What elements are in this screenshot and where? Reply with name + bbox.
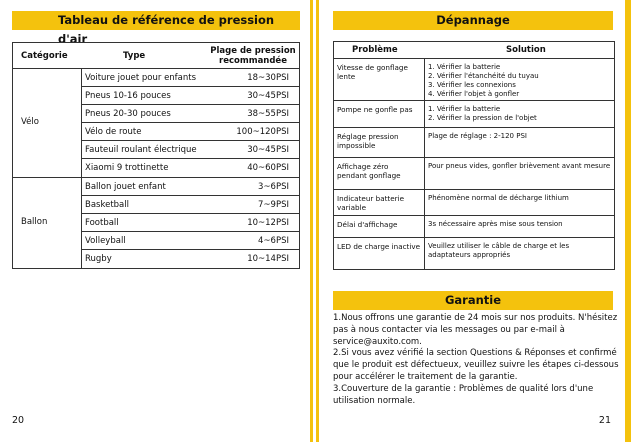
pressure-table-banner: Tableau de référence de pression d'air bbox=[12, 11, 300, 30]
solution-cell bbox=[425, 216, 614, 237]
solution-line: 2. Vérifier l'étanchéité du tuyau bbox=[428, 72, 539, 80]
pressure-row bbox=[82, 196, 299, 214]
header-type: Type bbox=[123, 51, 146, 61]
solution-line: adaptateurs appropriés bbox=[428, 251, 511, 259]
guarantee-line: pour accélérer le traitement de la garantie. bbox=[333, 371, 518, 382]
pressure-range: 40~60PSI bbox=[247, 163, 289, 173]
guarantee-banner: Garantie bbox=[333, 291, 613, 310]
troubleshooting-row bbox=[334, 238, 614, 269]
header-solution: Solution bbox=[506, 45, 546, 55]
solution-line: 4. Vérifier l'objet à gonfler bbox=[428, 90, 520, 98]
pressure-row bbox=[82, 159, 299, 177]
pressure-type: Pneus 20-30 pouces bbox=[85, 109, 171, 119]
solution-line: 2. Vérifier la pression de l'objet bbox=[428, 114, 537, 122]
solution-line: Plage de réglage : 2-120 PSI bbox=[428, 132, 527, 140]
guarantee-item bbox=[333, 348, 629, 383]
solution-cell bbox=[425, 59, 614, 100]
pressure-range: 30~45PSI bbox=[247, 145, 289, 155]
troubleshooting-row bbox=[334, 59, 614, 101]
troubleshooting-header bbox=[334, 42, 614, 59]
pressure-groups bbox=[13, 69, 299, 268]
troubleshooting-rows bbox=[334, 59, 614, 269]
problem-line: lente bbox=[337, 72, 356, 81]
guarantee-line: pas à nous contacter via les messages ou par e-mail à bbox=[333, 324, 565, 335]
problem-line: LED de charge inactive bbox=[337, 242, 421, 251]
guarantee-line: 2.Si vous avez vérifié la section Questions & Réponses et confirmé bbox=[333, 348, 617, 359]
pressure-range: 100~120PSI bbox=[236, 127, 289, 137]
troubleshooting-table bbox=[333, 41, 615, 270]
solution-line: Veuillez utiliser le câble de charge et les bbox=[428, 242, 570, 250]
pressure-range: 10~14PSI bbox=[247, 254, 289, 264]
solution-line: 3. Vérifier les connexions bbox=[428, 81, 516, 89]
pressure-range: 10~12PSI bbox=[247, 218, 289, 228]
guarantee-line: utilisation normale. bbox=[333, 395, 416, 406]
problem-cell bbox=[334, 59, 425, 100]
pressure-range: 30~45PSI bbox=[247, 91, 289, 101]
pressure-group bbox=[13, 69, 299, 178]
problem-line: Vitesse de gonflage bbox=[337, 63, 408, 72]
troubleshooting-row bbox=[334, 190, 614, 216]
pressure-row bbox=[82, 123, 299, 141]
guarantee-line: 3.Couverture de la garantie : Problèmes de qualité lors d'une bbox=[333, 383, 594, 394]
troubleshooting-banner: Dépannage bbox=[333, 11, 613, 30]
problem-cell bbox=[334, 216, 425, 237]
pressure-type: Vélo de route bbox=[85, 127, 142, 137]
pressure-type: Xiaomi 9 trottinette bbox=[85, 163, 169, 173]
solution-cell bbox=[425, 238, 614, 269]
pressure-row bbox=[82, 214, 299, 232]
pressure-range: 4~6PSI bbox=[258, 236, 289, 246]
guarantee-line: que le produit est défectueux, veuillez suivre les étapes ci-dessous bbox=[333, 360, 619, 371]
solution-line: Pour pneus vides, gonfler brièvement avant mesure bbox=[428, 162, 611, 170]
problem-line: Indicateur batterie bbox=[337, 194, 405, 203]
problem-cell bbox=[334, 158, 425, 189]
solution-cell bbox=[425, 101, 614, 127]
problem-cell bbox=[334, 101, 425, 127]
pressure-row bbox=[82, 105, 299, 123]
solution-line: Phénomène normal de décharge lithium bbox=[428, 194, 569, 202]
solution-line: 3s nécessaire après mise sous tension bbox=[428, 220, 563, 228]
pressure-type: Voiture jouet pour enfants bbox=[85, 73, 197, 83]
pressure-row bbox=[82, 232, 299, 250]
pressure-row bbox=[82, 178, 299, 196]
troubleshooting-row bbox=[334, 158, 614, 190]
solution-line: 1. Vérifier la batterie bbox=[428, 63, 501, 71]
header-category: Catégorie bbox=[21, 51, 68, 61]
solution-cell bbox=[425, 128, 614, 157]
solution-line: 1. Vérifier la batterie bbox=[428, 105, 501, 113]
pressure-range: 18~30PSI bbox=[247, 73, 289, 83]
pressure-row bbox=[82, 69, 299, 87]
problem-line: Affichage zéro bbox=[337, 162, 389, 171]
guarantee-line: service@auxito.com. bbox=[333, 336, 422, 347]
guarantee-list bbox=[333, 313, 629, 407]
problem-cell bbox=[334, 238, 425, 269]
group-category: Ballon bbox=[21, 217, 48, 227]
solution-cell bbox=[425, 158, 614, 189]
problem-line: impossible bbox=[337, 141, 376, 150]
pressure-row bbox=[82, 141, 299, 159]
pressure-type: Football bbox=[85, 218, 119, 228]
troubleshooting-row bbox=[334, 128, 614, 158]
pressure-type: Fauteuil roulant électrique bbox=[85, 145, 197, 155]
pressure-type: Pneus 10-16 pouces bbox=[85, 91, 171, 101]
pressure-range: 3~6PSI bbox=[258, 182, 289, 192]
guarantee-line: 1.Nous offrons une garantie de 24 mois sur nos produits. N'hésitez bbox=[333, 313, 618, 323]
problem-line: Réglage pression bbox=[337, 132, 399, 141]
header-range: Plage de pression recommandée bbox=[210, 46, 296, 66]
page-number-right: 21 bbox=[598, 415, 611, 426]
guarantee-item bbox=[333, 384, 629, 408]
troubleshooting-row bbox=[334, 216, 614, 238]
header-problem: Problème bbox=[352, 45, 398, 55]
pressure-range: 7~9PSI bbox=[258, 200, 289, 210]
group-category: Vélo bbox=[21, 117, 39, 127]
pressure-row bbox=[82, 250, 299, 268]
left-page bbox=[0, 0, 313, 442]
pressure-table-header bbox=[13, 43, 299, 69]
guarantee-item bbox=[333, 313, 629, 348]
pressure-group bbox=[13, 178, 299, 268]
solution-cell bbox=[425, 190, 614, 215]
problem-cell bbox=[334, 190, 425, 215]
page-number-left: 20 bbox=[12, 415, 25, 426]
troubleshooting-row bbox=[334, 101, 614, 128]
problem-line: variable bbox=[337, 203, 366, 212]
pressure-table bbox=[12, 42, 300, 269]
pressure-type: Ballon jouet enfant bbox=[85, 182, 166, 192]
problem-line: pendant gonflage bbox=[337, 171, 401, 180]
problem-line: Délai d'affichage bbox=[337, 220, 398, 229]
pressure-type: Volleyball bbox=[85, 236, 126, 246]
right-page bbox=[316, 0, 631, 442]
problem-line: Pompe ne gonfle pas bbox=[337, 105, 413, 114]
pressure-type: Basketball bbox=[85, 200, 129, 210]
pressure-type: Rugby bbox=[85, 254, 112, 264]
pressure-row bbox=[82, 87, 299, 105]
problem-cell bbox=[334, 128, 425, 157]
pressure-range: 38~55PSI bbox=[247, 109, 289, 119]
